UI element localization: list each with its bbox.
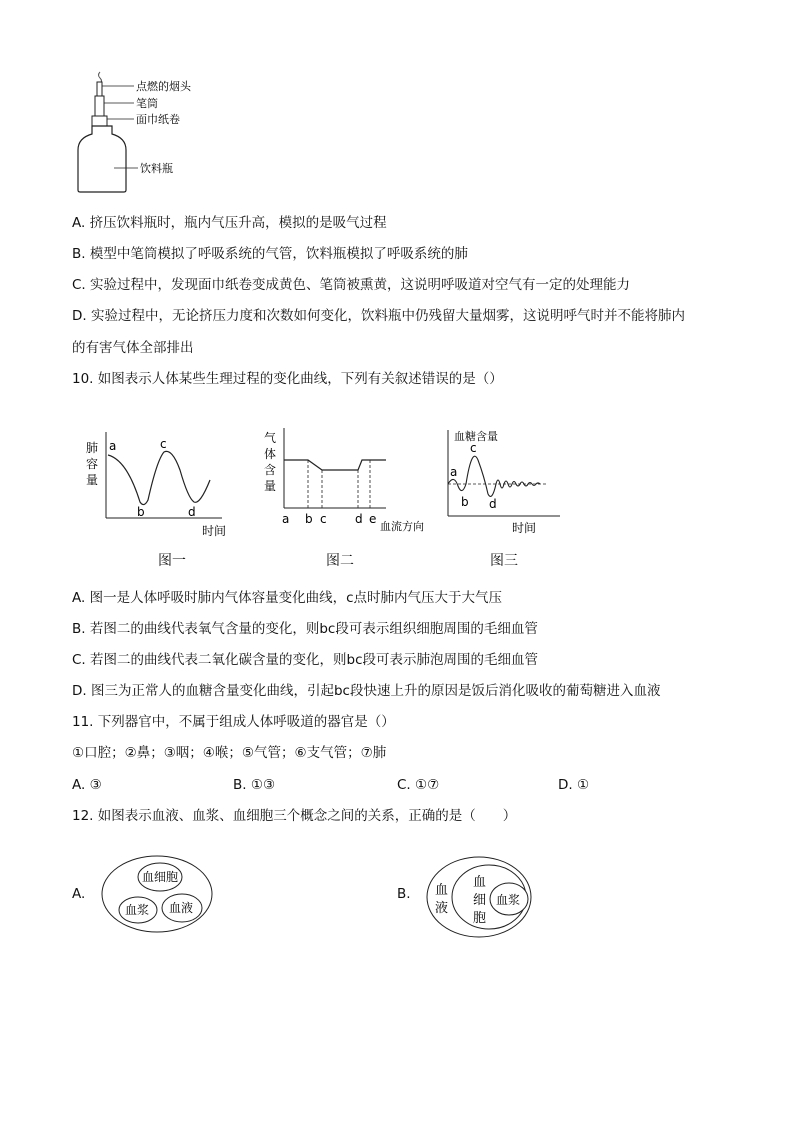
q12b-outer-2: 液	[435, 901, 449, 916]
fig1-xlabel: 时间	[202, 524, 227, 538]
q10-option-b: B. 若图二的曲线代表氧气含量的变化，则bc段可表示组织细胞周围的毛细血管	[72, 621, 538, 637]
fig2-tick-c: c	[320, 512, 327, 526]
fig3-point-a: a	[450, 465, 458, 479]
fig1-point-b: b	[137, 505, 145, 519]
q12b-middle-3: 胞	[473, 911, 487, 926]
q12-diagram-b	[424, 854, 536, 940]
fig2-tick-e: e	[369, 512, 377, 526]
fig2-ylabel-2: 体	[264, 447, 277, 461]
fig3-point-c: c	[470, 441, 477, 455]
q11-option-b: B. ①③	[233, 777, 276, 793]
q12-option-b-label: B.	[397, 886, 411, 902]
q9-option-b: B. 模型中笔筒模拟了呼吸系统的气管，饮料瓶模拟了呼吸系统的肺	[72, 246, 468, 262]
q12b-middle-1: 血	[473, 875, 487, 890]
q10-option-a: A. 图一是人体呼吸时肺内气体容量变化曲线，c点时肺内气压大于大气压	[72, 590, 503, 606]
tissue-roll	[92, 116, 107, 126]
q12b-outer-1: 血	[435, 883, 449, 898]
q12b-middle-2: 细	[473, 893, 487, 908]
label-pen-tube: 笔筒	[136, 97, 158, 110]
fig3-point-d: d	[489, 497, 497, 511]
q10-stem: 10. 如图表示人体某些生理过程的变化曲线，下列有关叙述错误的是（）	[72, 371, 503, 387]
fig3-xlabel: 时间	[512, 521, 537, 535]
blood-sugar-curve	[448, 456, 540, 496]
q9-option-d-cont: 的有害气体全部排出	[72, 340, 194, 356]
lung-volume-curve	[108, 451, 210, 504]
q9-option-d: D. 实验过程中，无论挤压力度和次数如何变化，饮料瓶中仍残留大量烟雾，这说明呼气时并不能将肺内	[72, 308, 685, 324]
fig2-tick-d: d	[355, 512, 363, 526]
fig1-ylabel-1: 肺	[86, 441, 99, 455]
q9-option-c: C. 实验过程中，发现面巾纸卷变成黄色、笔筒被熏黄，这说明呼吸道对空气有一定的处理能力	[72, 277, 631, 293]
q12-diagram-a	[100, 852, 216, 934]
q12b-inner: 血浆	[496, 893, 521, 907]
fig2-tick-b: b	[305, 512, 313, 526]
fig1-point-c: c	[160, 437, 167, 451]
label-tissue: 面巾纸卷	[136, 113, 180, 126]
fig1-ylabel-2: 容	[86, 457, 99, 471]
fig2-caption: 图二	[326, 553, 354, 569]
fig2-tick-a: a	[282, 512, 290, 526]
q12a-plasma: 血浆	[125, 903, 150, 917]
fig1-point-a: a	[109, 439, 117, 453]
q10-option-d: D. 图三为正常人的血糖含量变化曲线，引起bc段快速上升的原因是饭后消化吸收的葡萄糖进入血液	[72, 683, 661, 699]
fig1-point-d: d	[188, 505, 196, 519]
bottle	[78, 126, 126, 192]
fig2-ylabel-1: 气	[264, 431, 277, 445]
fig1-caption: 图一	[158, 553, 186, 569]
fig3-ylabel: 血糖含量	[454, 430, 498, 443]
q11-list: ①口腔；②鼻；③咽；④喉；⑤气管；⑥支气管；⑦肺	[72, 745, 387, 761]
fig2-ylabel-3: 含	[264, 463, 277, 477]
q11-option-c: C. ①⑦	[397, 777, 440, 793]
fig2-xlabel: 血流方向	[380, 520, 424, 533]
figure-1	[82, 430, 232, 540]
q12-option-a-label: A.	[72, 886, 86, 902]
q11-stem: 11. 下列器官中，不属于组成人体呼吸道的器官是（）	[72, 714, 395, 730]
q11-option-a: A. ③	[72, 777, 102, 793]
fig3-point-b: b	[461, 495, 469, 509]
label-cigarette: 点燃的烟头	[136, 80, 191, 93]
q10-option-c: C. 若图二的曲线代表二氧化碳含量的变化，则bc段可表示肺泡周围的毛细血管	[72, 652, 538, 668]
figure-3	[440, 424, 570, 540]
q12-stem: 12. 如图表示血液、血浆、血细胞三个概念之间的关系，正确的是（ ）	[72, 808, 517, 824]
apparatus-figure	[70, 68, 220, 196]
fig1-ylabel-3: 量	[86, 473, 99, 487]
q9-option-a: A. 挤压饮料瓶时，瓶内气压升高，模拟的是吸气过程	[72, 215, 387, 231]
fig3-caption: 图三	[490, 553, 518, 569]
label-bottle: 饮料瓶	[140, 162, 173, 175]
figure-2	[258, 422, 438, 540]
q12a-blood-cell: 血细胞	[142, 870, 179, 884]
q12a-blood: 血液	[169, 901, 194, 915]
q11-option-d: D. ①	[558, 777, 590, 793]
gas-content-line	[284, 460, 386, 470]
fig2-ylabel-4: 量	[264, 479, 277, 493]
